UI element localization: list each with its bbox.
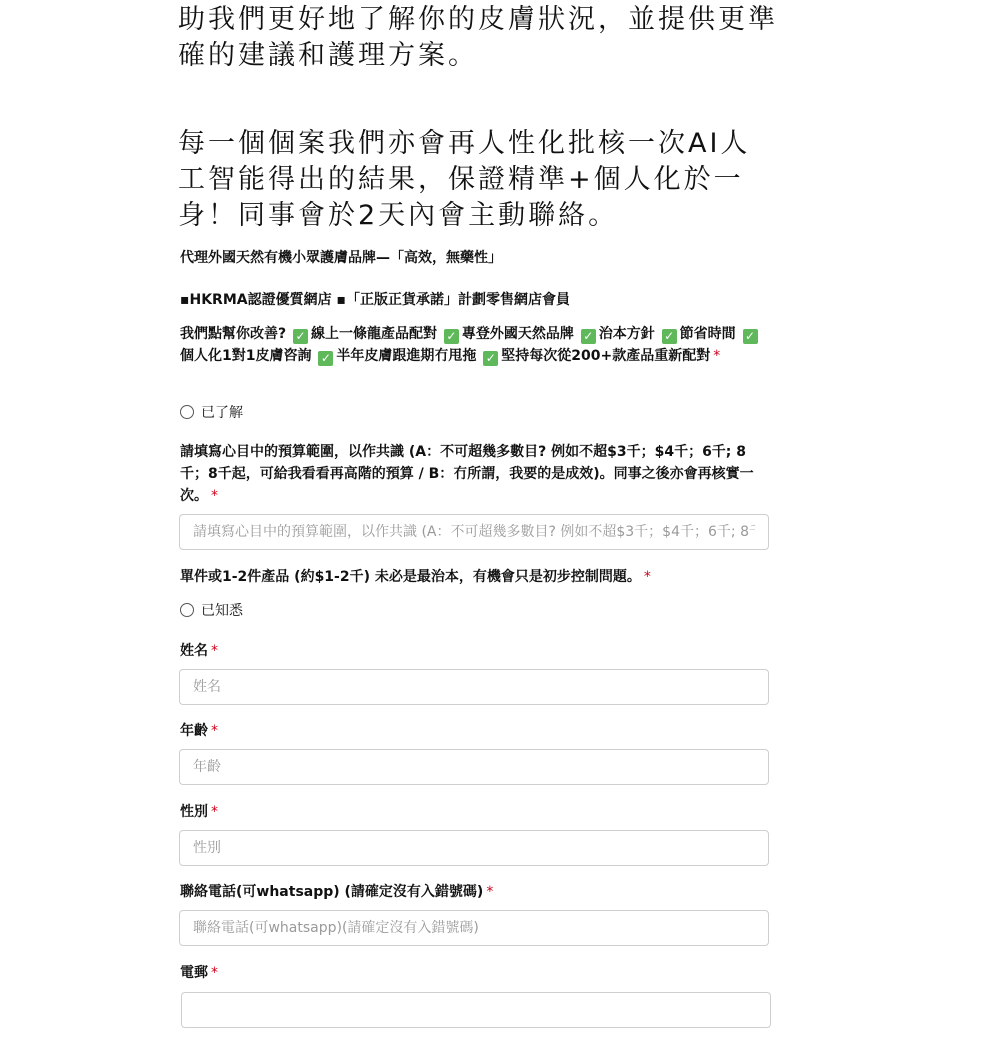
- budget-input[interactable]: [179, 514, 769, 550]
- radio-circle[interactable]: [180, 603, 194, 617]
- age-label: [180, 720, 774, 742]
- improve-item: 半年皮膚跟進期冇甩拖: [336, 348, 477, 364]
- check-icon: ✓: [743, 329, 758, 344]
- name-label-text: 姓名: [180, 643, 208, 659]
- check-icon: ✓: [444, 329, 459, 344]
- check-icon: ✓: [483, 351, 498, 366]
- improve-prefix: 我們點幫你改善?: [180, 326, 287, 342]
- required-mark: *: [643, 569, 651, 585]
- radio-circle[interactable]: [180, 405, 194, 419]
- single-product-question-label: [180, 566, 774, 588]
- improve-item: 個人化1對1皮膚咨詢: [180, 348, 312, 364]
- acknowledged-radio-option[interactable]: [180, 600, 243, 620]
- understood-radio-option[interactable]: [180, 402, 243, 422]
- age-label-text: 年齡: [180, 723, 208, 739]
- check-icon: ✓: [293, 329, 308, 344]
- improve-item: 治本方針: [598, 326, 655, 342]
- radio-label: 已知悉: [201, 603, 243, 619]
- improve-item: 節省時間: [679, 326, 736, 342]
- gender-label-text: 性別: [180, 804, 208, 820]
- required-mark: *: [713, 348, 721, 364]
- improve-item: 線上一條龍產品配對: [311, 326, 437, 342]
- required-mark: *: [211, 488, 218, 504]
- gender-input[interactable]: [179, 830, 769, 866]
- name-input[interactable]: [179, 669, 769, 705]
- phone-label: [180, 881, 774, 903]
- check-icon: ✓: [662, 329, 677, 344]
- email-label-text: 電郵: [180, 965, 208, 981]
- email-input[interactable]: [181, 992, 771, 1028]
- intro-text-2: 每一個個案我們亦會再人性化批核一次AI人工智能得出的結果，保證精準+個人化於一身！同事會於2天內會主動聯絡。: [178, 128, 751, 231]
- required-mark: *: [211, 643, 218, 659]
- improve-question-label: [180, 323, 774, 367]
- required-mark: *: [211, 804, 218, 820]
- phone-input[interactable]: [179, 910, 769, 946]
- phone-label-text: 聯絡電話(可whatsapp) (請確定沒有入錯號碼): [180, 884, 484, 900]
- required-mark: *: [486, 884, 494, 900]
- name-label: [180, 640, 774, 662]
- radio-label: 已了解: [201, 405, 243, 421]
- improve-item: 堅持每次從200+款產品重新配對: [501, 348, 711, 364]
- brand-line: 代理外國天然有機小眾護膚品牌—「高效，無藥性」: [180, 250, 502, 266]
- budget-label-text: 請填寫心目中的預算範圍，以作共識 (A：不可超幾多數目? 例如不超$3千；$4千；6千; 8千；8千起，可給我看看再高階的預算 / B：冇所謂，我要的是成效)。同事之後亦會再核實一次。: [180, 444, 754, 504]
- required-mark: *: [211, 965, 218, 981]
- gender-label: [180, 801, 774, 823]
- required-mark: *: [211, 723, 218, 739]
- single-label-text: 單件或1-2件產品 (約$1-2千) 未必是最治本，有機會只是初步控制問題。: [180, 569, 641, 585]
- intro-text-1: 助我們更好地了解你的皮膚狀況，並提供更準確的建議和護理方案。: [178, 4, 778, 71]
- check-icon: ✓: [581, 329, 596, 344]
- budget-question-label: [180, 441, 774, 507]
- email-label: [180, 962, 774, 984]
- hkrma-line: ▪HKRMA認證優質網店 ▪「正版正貨承諾」計劃零售網店會員: [180, 292, 570, 308]
- check-icon: ✓: [318, 351, 333, 366]
- age-input[interactable]: [179, 749, 769, 785]
- improve-item: 專登外國天然品牌: [461, 326, 574, 342]
